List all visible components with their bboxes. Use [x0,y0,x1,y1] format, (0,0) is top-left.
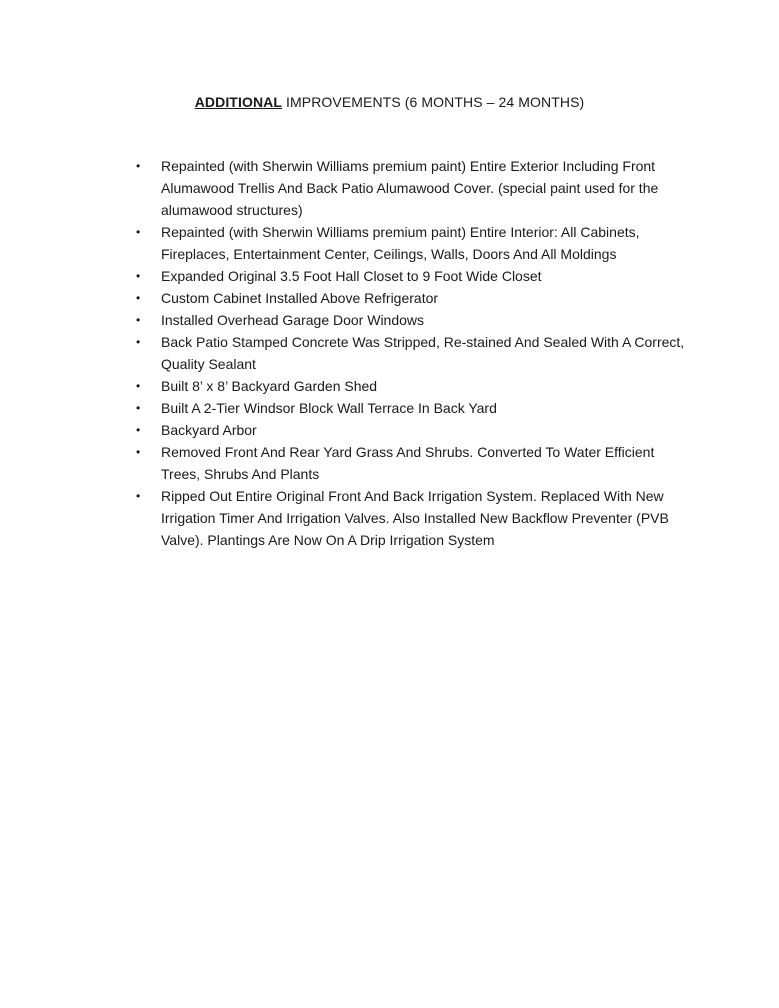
bullet-icon: • [136,379,141,393]
list-item [136,485,692,551]
list-item-text: Built A 2-Tier Windsor Block Wall Terrace In Back Yard [161,400,497,416]
list-item [136,419,692,441]
bullet-icon: • [136,159,141,173]
list-item [136,265,692,287]
list-item-text: Removed Front And Rear Yard Grass And Shrubs. Converted To Water Efficient Trees, Shrubs And Plants [161,444,655,482]
list-item-text: Built 8’ x 8’ Backyard Garden Shed [161,378,378,394]
list-item [136,155,692,221]
bullet-icon: • [136,401,141,415]
list-item-text: Repainted (with Sherwin Williams premium paint) Entire Exterior Including Front Alumawood Trellis And Back Patio Alumawood Cover. (special paint used for the alumawood structures) [161,158,659,218]
list-item-text: Expanded Original 3.5 Foot Hall Closet to 9 Foot Wide Closet [161,268,542,284]
list-item-text: Ripped Out Entire Original Front And Back Irrigation System. Replaced With New Irrigation Timer And Irrigation Valves. Also Installed New Backflow Preventer (PVB Valve). Plantings Are Now On A Drip Irrigation System [161,488,669,548]
bullet-icon: • [136,423,141,437]
list-item-text: Repainted (with Sherwin Williams premium paint) Entire Interior: All Cabinets, Fireplaces, Entertainment Center, Ceilings, Walls, Doors And All Moldings [161,224,640,262]
bullet-icon: • [136,445,141,459]
list-item [136,375,692,397]
list-item-text: Custom Cabinet Installed Above Refrigerator [161,290,439,306]
bullet-icon: • [136,291,141,305]
list-item-text: Installed Overhead Garage Door Windows [161,312,425,328]
bullet-icon: • [136,335,141,349]
bullet-icon: • [136,489,141,503]
page-heading [0,92,779,112]
list-item [136,397,692,419]
list-item [136,287,692,309]
list-item [136,309,692,331]
bullet-icon: • [136,313,141,327]
heading-rest: IMPROVEMENTS (6 MONTHS – 24 MONTHS) [282,94,585,110]
list-item [136,331,692,375]
improvements-list [136,155,692,551]
list-item [136,221,692,265]
bullet-icon: • [136,269,141,283]
list-item [136,441,692,485]
bullet-icon: • [136,225,141,239]
list-item-text: Back Patio Stamped Concrete Was Stripped, Re-stained And Sealed With A Correct, Quality Sealant [161,334,685,372]
heading-emphasis: ADDITIONAL [194,94,283,110]
list-item-text: Backyard Arbor [161,422,257,438]
